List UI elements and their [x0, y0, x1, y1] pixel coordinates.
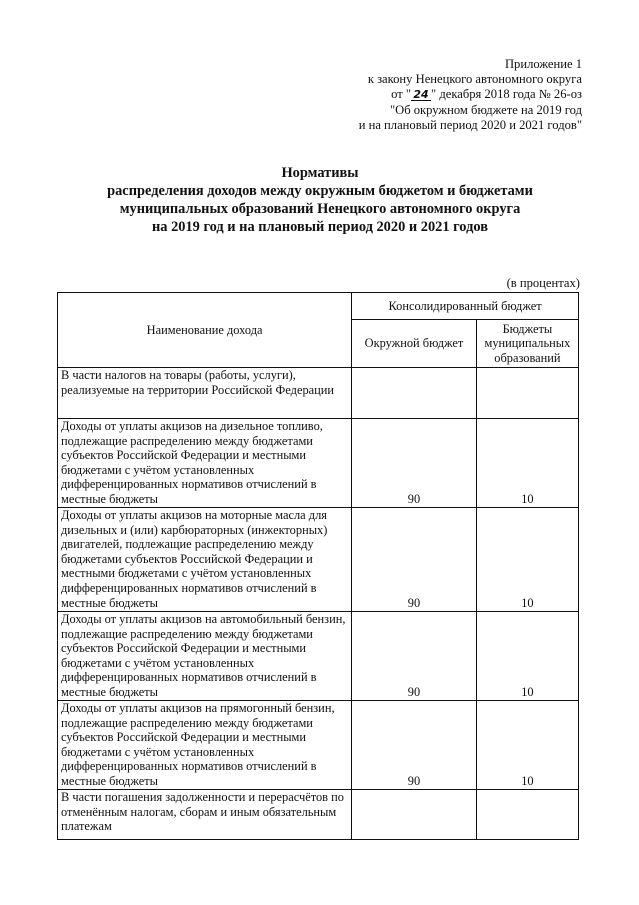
- header-municipal-budgets: Бюджеты муниципальных образований: [476, 320, 578, 368]
- row-okrug-value: [352, 368, 477, 419]
- row-name: Доходы от уплаты акцизов на дизельное топливо, подлежащие распределению между бюджетами субъектов Российской Федерации и местными бюджетами с учётом установленных дифференцированных нормативов отчислений в местные бюджеты: [58, 419, 352, 508]
- row-okrug-value: 90: [352, 508, 477, 612]
- appendix-law-reference: к закону Ненецкого автономного округа: [367, 72, 582, 87]
- row-name: Доходы от уплаты акцизов на прямогонный бензин, подлежащие распределению между бюджетами субъектов Российской Федерации и местными бюджетами с учётом установленных дифференцированных нормативов отчислений в местные бюджеты: [58, 701, 352, 790]
- appendix-law-date: от " 24 " декабря 2018 года № 26-оз: [391, 87, 582, 102]
- row-name: В части налогов на товары (работы, услуги), реализуемые на территории Российской Федерации: [58, 368, 352, 419]
- table-row: [58, 701, 579, 790]
- handwritten-day: 24: [411, 89, 431, 101]
- row-okrug-value: 90: [352, 419, 477, 508]
- row-okrug-value: [352, 790, 477, 840]
- row-okrug-value: 90: [352, 701, 477, 790]
- appendix-header: [252, 57, 582, 133]
- appendix-law-title: "Об окружном бюджете на 2019 год: [389, 102, 582, 117]
- table-row: [58, 508, 579, 612]
- row-municipal-value: [476, 368, 578, 419]
- header-okrug-budget: Окружной бюджет: [352, 320, 477, 368]
- norms-table: [57, 292, 579, 840]
- title-line-4: на 2019 год и на плановый период 2020 и 2021 годов: [152, 219, 488, 235]
- row-name: В части погашения задолженности и перерасчётов по отменённым налогам, сборам и иным обязательным платежам: [58, 790, 352, 840]
- header-consolidated-budget: Консолидированный бюджет: [352, 293, 579, 320]
- document-title: [60, 164, 580, 236]
- row-municipal-value: [476, 790, 578, 840]
- row-name: Доходы от уплаты акцизов на моторные масла для дизельных и (или) карбюраторных (инжекторных) двигателей, подлежащие распределению между бюджетами субъектов Российской Федерации и местными бюджетами с учётом установленных дифференцированных нормативов отчислений в местные бюджеты: [58, 508, 352, 612]
- appendix-law-title-cont: и на плановый период 2020 и 2021 годов": [358, 117, 582, 132]
- table-row: [58, 790, 579, 840]
- header-income-name: Наименование дохода: [58, 293, 352, 368]
- row-name: Доходы от уплаты акцизов на автомобильный бензин, подлежащие распределению между бюджетами субъектов Российской Федерации и местными бюджетами с учётом установленных дифференцированных нормативов отчислений в местные бюджеты: [58, 612, 352, 701]
- title-line-1: Нормативы: [281, 165, 359, 181]
- row-municipal-value: 10: [476, 612, 578, 701]
- row-okrug-value: 90: [352, 612, 477, 701]
- title-line-2: распределения доходов между окружным бюджетом и бюджетами: [107, 183, 533, 199]
- row-municipal-value: 10: [476, 508, 578, 612]
- appendix-number: Приложение 1: [504, 57, 582, 71]
- unit-note: (в процентах): [506, 276, 580, 290]
- table-row: [58, 419, 579, 508]
- table-row: [58, 612, 579, 701]
- row-municipal-value: 10: [476, 419, 578, 508]
- title-line-3: муниципальных образований Ненецкого автономного округа: [119, 201, 521, 217]
- row-municipal-value: 10: [476, 701, 578, 790]
- table-row: [58, 368, 579, 419]
